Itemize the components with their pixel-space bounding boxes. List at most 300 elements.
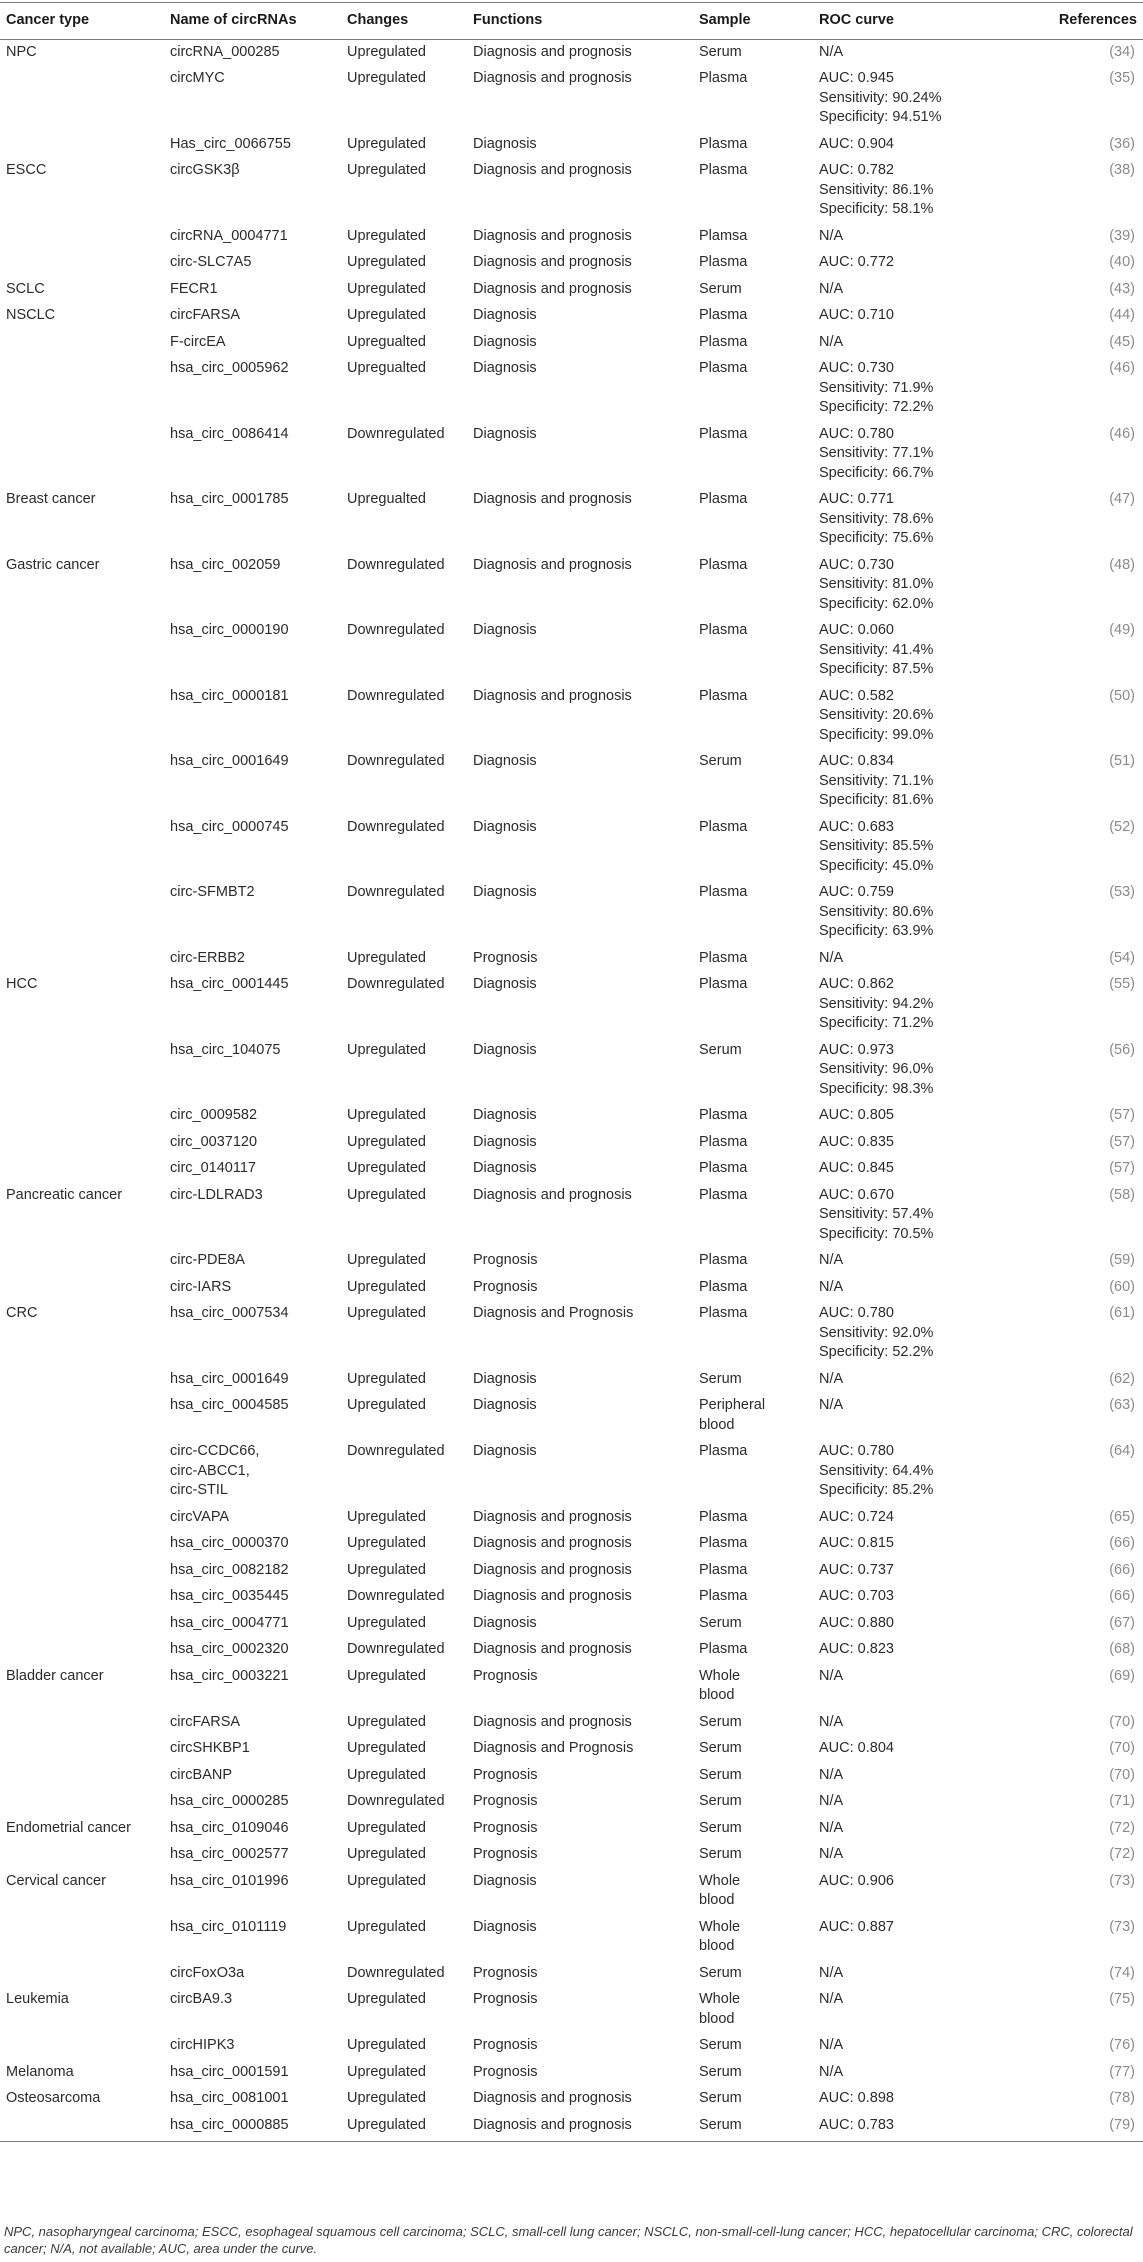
cell-roc-curve — [813, 2060, 1013, 2087]
cell-circrna-name — [164, 66, 341, 132]
cell-sample — [693, 224, 813, 251]
cell-changes: Upregulated — [347, 307, 426, 323]
cell-sample-line: Whole — [699, 1991, 741, 2007]
cell-functions: Diagnosis and prognosis — [473, 1561, 632, 1578]
cell-circrna-name — [164, 422, 341, 488]
cell-sample — [693, 749, 813, 815]
cell-roc-curve-line: N/A — [819, 280, 844, 297]
cell-circrna-name — [164, 618, 341, 684]
table-row — [0, 2060, 1143, 2087]
cell-sample-line: Plamsa — [699, 227, 748, 244]
cell-sample — [693, 1248, 813, 1275]
cell-roc-curve-line: Sensitivity: 57.4% — [819, 1206, 934, 1222]
cell-reference: (57) — [1109, 1160, 1135, 1176]
table-row — [0, 1611, 1143, 1638]
cell-circrna-name — [164, 224, 341, 251]
cell-roc-curve-line: Sensitivity: 78.6% — [819, 510, 934, 527]
cell-roc-curve — [813, 1816, 1013, 1843]
cell-cancer-type — [0, 132, 164, 159]
cell-sample — [693, 2086, 813, 2113]
cell-functions: Diagnosis and prognosis — [473, 687, 632, 704]
cell-circrna-name — [164, 303, 341, 330]
cell-cancer-type: Osteosarcoma — [6, 2090, 101, 2106]
cell-functions: Prognosis — [473, 1846, 538, 1862]
cell-changes: Upregulated — [347, 1918, 426, 1935]
cell-sample — [693, 1275, 813, 1302]
cell-roc-curve-line: Sensitivity: 94.2% — [819, 995, 934, 1012]
cell-sample-line: Plasma — [699, 1535, 748, 1551]
table-row — [0, 1915, 1143, 1961]
cell-sample — [693, 553, 813, 619]
cell-sample-line: Plasma — [699, 1186, 748, 1203]
cell-circrna-name-line: circ-STIL — [170, 1482, 228, 1498]
header-sample: Sample — [693, 3, 813, 40]
cell-cancer-type — [0, 1103, 164, 1130]
cell-sample — [693, 2060, 813, 2087]
cell-circrna-name — [164, 132, 341, 159]
cell-cancer-type — [0, 1275, 164, 1302]
cell-cancer-type — [0, 422, 164, 488]
cell-circrna-name — [164, 1961, 341, 1988]
cell-reference: (79) — [1013, 2113, 1143, 2142]
cell-roc-curve-line: AUC: 0.730 — [819, 360, 894, 376]
cell-changes: Downregulated — [347, 884, 445, 900]
cell-functions: Diagnosis and prognosis — [473, 556, 632, 573]
cell-roc-curve-line: Sensitivity: 92.0% — [819, 1324, 934, 1341]
cell-changes: Downregulated — [347, 1588, 445, 1604]
cell-cancer-type: Melanoma — [6, 2063, 74, 2080]
cell-cancer-type — [0, 1842, 164, 1869]
cell-cancer-type: Pancreatic cancer — [6, 1186, 123, 1203]
cell-circrna-name — [164, 487, 341, 553]
cell-roc-curve-line: N/A — [819, 1397, 844, 1413]
cell-roc-curve — [813, 1637, 1013, 1664]
cell-circrna-name-line: circRNA_0004771 — [170, 227, 288, 244]
cell-cancer-type — [0, 1558, 164, 1585]
cell-cancer-type — [0, 815, 164, 881]
cell-changes: Upregulated — [347, 1186, 426, 1203]
cell-sample — [693, 487, 813, 553]
cell-sample — [693, 250, 813, 277]
cell-changes: Upregulated — [347, 280, 426, 297]
cell-functions: Diagnosis — [473, 1107, 537, 1123]
table-row — [0, 303, 1143, 330]
cell-sample-line: Serum — [699, 43, 742, 60]
cell-roc-curve — [813, 2113, 1013, 2142]
table-row — [0, 815, 1143, 881]
cell-reference: (60) — [1109, 1278, 1135, 1295]
cell-changes: Downregulated — [347, 622, 445, 638]
header-roc-curve: ROC curve — [813, 3, 1013, 40]
cell-sample — [693, 1393, 813, 1439]
cell-roc-curve-line: N/A — [819, 1713, 844, 1730]
cell-cancer-type: Bladder cancer — [6, 1667, 104, 1684]
cell-sample-line: Serum — [699, 1819, 742, 1836]
cell-cancer-type: NPC — [6, 43, 37, 60]
cell-sample-line: Serum — [699, 1766, 742, 1783]
cell-reference: (70) — [1109, 1740, 1135, 1756]
cell-roc-curve — [813, 946, 1013, 973]
cell-functions: Diagnosis and Prognosis — [473, 1740, 634, 1756]
cell-changes: Upregulated — [347, 1561, 426, 1578]
cell-functions: Diagnosis and prognosis — [473, 1535, 632, 1551]
cell-sample — [693, 618, 813, 684]
cell-sample-line: Plasma — [699, 976, 748, 992]
cell-roc-curve-line: N/A — [819, 43, 844, 60]
table-row — [0, 422, 1143, 488]
cell-roc-curve — [813, 1558, 1013, 1585]
cell-functions: Diagnosis — [473, 1872, 537, 1889]
cell-roc-curve-line: AUC: 0.880 — [819, 1614, 894, 1631]
cell-roc-curve-line: AUC: 0.780 — [819, 1443, 894, 1459]
cell-reference: (67) — [1109, 1614, 1135, 1631]
cell-circrna-name-line: circSHKBP1 — [170, 1740, 250, 1756]
cell-circrna-name — [164, 1156, 341, 1183]
cell-changes: Upregulated — [347, 1614, 426, 1631]
table-row — [0, 1869, 1143, 1915]
cell-sample-line: Plasma — [699, 162, 748, 178]
cell-circrna-name — [164, 1130, 341, 1157]
cell-sample — [693, 1611, 813, 1638]
cell-roc-curve-line: N/A — [819, 1252, 844, 1268]
cell-roc-curve-line: AUC: 0.710 — [819, 307, 894, 323]
cell-circrna-name — [164, 684, 341, 750]
cell-roc-curve-line: N/A — [819, 1964, 844, 1981]
cell-circrna-name — [164, 2113, 341, 2142]
cell-circrna-name — [164, 1183, 341, 1249]
cell-sample-line: Plasma — [699, 1305, 748, 1321]
cell-changes: Upregulated — [347, 1160, 426, 1176]
cell-roc-curve — [813, 2086, 1013, 2113]
cell-circrna-name-line: circ-ABCC1, — [170, 1462, 250, 1479]
table-row — [0, 1558, 1143, 1585]
cell-changes: Downregulated — [347, 556, 445, 573]
cell-roc-curve — [813, 1869, 1013, 1915]
cell-sample — [693, 2113, 813, 2142]
cell-reference: (39) — [1109, 227, 1135, 244]
cell-reference: (71) — [1109, 1793, 1135, 1809]
cell-sample-line: blood — [699, 1687, 735, 1703]
cell-roc-curve-line: AUC: 0.759 — [819, 884, 894, 900]
cell-roc-curve-line: N/A — [819, 1766, 844, 1783]
cell-roc-curve-line: Specificity: 99.0% — [819, 726, 934, 743]
cell-roc-curve-line: AUC: 0.724 — [819, 1508, 894, 1525]
cell-roc-curve-line: N/A — [819, 2037, 844, 2053]
cell-roc-curve — [813, 1584, 1013, 1611]
cell-circrna-name — [164, 1637, 341, 1664]
cell-reference: (48) — [1109, 556, 1135, 573]
cell-sample-line: Plasma — [699, 491, 748, 507]
table-row — [0, 66, 1143, 132]
cell-sample — [693, 1103, 813, 1130]
cell-circrna-name — [164, 553, 341, 619]
cell-circrna-name — [164, 1842, 341, 1869]
cell-reference: (43) — [1109, 280, 1135, 297]
cell-sample-line: Whole — [699, 1918, 741, 1935]
cell-roc-curve-line: Sensitivity: 20.6% — [819, 707, 934, 723]
table-row — [0, 1987, 1143, 2033]
cell-sample-line: Serum — [699, 1713, 742, 1730]
cell-roc-curve-line: Sensitivity: 64.4% — [819, 1462, 934, 1479]
cell-changes: Upregulated — [347, 1535, 426, 1551]
cell-functions: Diagnosis and prognosis — [467, 2113, 693, 2142]
cell-circrna-name-line: circFARSA — [170, 307, 241, 323]
table-row — [0, 2033, 1143, 2060]
cell-sample-line: Whole — [699, 1872, 741, 1889]
cell-circrna-name — [164, 1301, 341, 1367]
cell-sample-line: Serum — [699, 1041, 742, 1058]
cell-cancer-type: Cervical cancer — [6, 1872, 106, 1889]
cell-circrna-name — [164, 972, 341, 1038]
cell-roc-curve-line: AUC: 0.772 — [819, 254, 894, 270]
cell-cancer-type: CRC — [6, 1305, 38, 1321]
cell-circrna-name-line: F-circEA — [170, 333, 226, 350]
cell-cancer-type — [0, 1531, 164, 1558]
table-row — [0, 330, 1143, 357]
cell-circrna-name — [164, 1103, 341, 1130]
cell-cancer-type: ESCC — [6, 162, 47, 178]
cell-circrna-name-line: hsa_circ_0004771 — [170, 1614, 289, 1631]
cell-roc-curve-line: Sensitivity: 86.1% — [819, 181, 934, 198]
table-row — [0, 1439, 1143, 1505]
cell-sample-line: Plasma — [699, 1508, 748, 1525]
cell-roc-curve — [813, 1183, 1013, 1249]
cell-roc-curve-line: Sensitivity: 77.1% — [819, 445, 934, 461]
cell-roc-curve-line: N/A — [819, 1370, 844, 1387]
cell-functions: Diagnosis and prognosis — [473, 227, 632, 244]
cell-roc-curve-line: Specificity: 72.2% — [819, 399, 934, 415]
cell-roc-curve-line: AUC: 0.783 — [819, 2116, 894, 2133]
cell-circrna-name — [164, 880, 341, 946]
cell-circrna-name-line: circ_0140117 — [170, 1160, 256, 1176]
cell-circrna-name-line: circ-CCDC66, — [170, 1443, 260, 1459]
cell-functions: Diagnosis — [473, 1160, 537, 1176]
cell-changes: Upregulated — [347, 1278, 426, 1295]
cell-roc-curve — [813, 330, 1013, 357]
cell-reference: (45) — [1109, 333, 1135, 350]
table-row — [0, 1367, 1143, 1394]
cell-circrna-name — [164, 1439, 341, 1505]
cell-circrna-name — [164, 1869, 341, 1915]
table-row — [0, 1789, 1143, 1816]
cell-roc-curve-line: Sensitivity: 41.4% — [819, 641, 934, 658]
cell-cancer-type — [0, 224, 164, 251]
cell-sample — [693, 972, 813, 1038]
cell-changes: Upregulated — [347, 162, 426, 178]
cell-sample — [693, 684, 813, 750]
cell-circrna-name — [164, 39, 341, 66]
cell-sample — [693, 1038, 813, 1104]
cell-changes: Upregulated — [347, 1667, 426, 1684]
cell-changes: Downregulated — [347, 753, 445, 769]
cell-roc-curve-line: Specificity: 98.3% — [819, 1080, 934, 1097]
cell-roc-curve-line: AUC: 0.683 — [819, 818, 894, 835]
cell-roc-curve-line: Specificity: 66.7% — [819, 464, 934, 481]
cell-functions: Diagnosis — [473, 1041, 537, 1058]
cell-roc-curve-line: AUC: 0.834 — [819, 753, 894, 769]
cell-circrna-name-line: hsa_circ_0000285 — [170, 1793, 289, 1809]
cell-roc-curve-line: Specificity: 63.9% — [819, 923, 934, 939]
cell-reference: (50) — [1109, 687, 1135, 704]
cell-roc-curve — [813, 1961, 1013, 1988]
cell-functions: Diagnosis and prognosis — [473, 491, 632, 507]
cell-functions: Diagnosis and prognosis — [473, 1588, 632, 1604]
cell-sample-line: Plasma — [699, 818, 748, 835]
table-row — [0, 1248, 1143, 1275]
cell-sample — [693, 277, 813, 304]
table-row — [0, 1816, 1143, 1843]
table-row — [0, 946, 1143, 973]
cell-roc-curve-line: AUC: 0.780 — [819, 1305, 894, 1321]
cell-circrna-name — [164, 2033, 341, 2060]
cell-changes: Downregulated — [347, 1641, 445, 1657]
cell-sample — [693, 1558, 813, 1585]
table-row — [0, 1156, 1143, 1183]
cell-roc-curve-line: N/A — [819, 1819, 844, 1836]
cell-sample — [693, 815, 813, 881]
cell-roc-curve — [813, 684, 1013, 750]
cell-changes: Upregulated — [347, 1508, 426, 1525]
header-functions: Functions — [467, 3, 693, 40]
cell-changes: Upregulated — [347, 1305, 426, 1321]
table-row — [0, 277, 1143, 304]
cell-cancer-type — [0, 2033, 164, 2060]
cell-roc-curve — [813, 1915, 1013, 1961]
cell-roc-curve — [813, 1275, 1013, 1302]
cell-sample-line: Serum — [699, 1793, 742, 1809]
table-row — [0, 250, 1143, 277]
cell-circrna-name-line: hsa_circ_0000181 — [170, 687, 289, 704]
cell-functions: Diagnosis and prognosis — [473, 70, 632, 86]
cell-roc-curve-line: Sensitivity: 80.6% — [819, 903, 934, 920]
cell-changes: Downregulated — [347, 1793, 445, 1809]
cell-changes: Upregulated — [347, 227, 426, 244]
cell-sample-line: Plasma — [699, 622, 748, 638]
cell-circrna-name-line: hsa_circ_0101996 — [170, 1872, 289, 1889]
cell-functions: Diagnosis and prognosis — [473, 280, 632, 297]
cell-roc-curve-line: Sensitivity: 90.24% — [819, 89, 942, 106]
cell-changes: Upregulated — [347, 135, 426, 152]
cell-circrna-name — [164, 1558, 341, 1585]
cell-changes: Upregulated — [347, 1370, 426, 1387]
table-row — [0, 1130, 1143, 1157]
cell-circrna-name-line: hsa_circ_0000370 — [170, 1535, 289, 1551]
cell-roc-curve — [813, 277, 1013, 304]
cell-circrna-name-line: hsa_circ_002059 — [170, 556, 281, 573]
cell-roc-curve — [813, 1611, 1013, 1638]
cell-sample-line: blood — [699, 1938, 735, 1954]
table-row — [0, 1584, 1143, 1611]
cell-roc-curve — [813, 1710, 1013, 1737]
table-row — [0, 1961, 1143, 1988]
cell-circrna-name-line: circ-LDLRAD3 — [170, 1186, 263, 1203]
table-row — [0, 553, 1143, 619]
cell-functions: Diagnosis and prognosis — [473, 254, 632, 270]
cell-changes: Upregulated — [347, 1872, 426, 1889]
cell-functions: Diagnosis and prognosis — [473, 1713, 632, 1730]
cell-functions: Diagnosis and prognosis — [473, 43, 632, 60]
cell-circrna-name — [164, 1736, 341, 1763]
cell-circrna-name-line: circ_0037120 — [170, 1133, 258, 1150]
cell-circrna-name-line: circFoxO3a — [170, 1964, 245, 1981]
cell-circrna-name-line: hsa_circ_0002577 — [170, 1846, 289, 1862]
cell-sample — [693, 303, 813, 330]
table-row — [0, 1505, 1143, 1532]
cell-circrna-name-line: hsa_circ_0001591 — [170, 2063, 289, 2080]
cell-reference: (46) — [1109, 360, 1135, 376]
cell-cancer-type — [0, 1156, 164, 1183]
cell-cancer-type: Endometrial cancer — [6, 1819, 131, 1836]
table-row — [0, 618, 1143, 684]
cell-circrna-name — [164, 815, 341, 881]
cell-changes: Upregulated — [347, 1252, 426, 1268]
cell-sample — [693, 1130, 813, 1157]
cell-functions: Diagnosis — [473, 884, 537, 900]
cell-sample-line: Plasma — [699, 949, 748, 966]
cell-roc-curve — [813, 2033, 1013, 2060]
cell-circrna-name — [164, 946, 341, 973]
cell-sample-line: Serum — [699, 2090, 742, 2106]
cell-roc-curve — [813, 487, 1013, 553]
cell-roc-curve-line: AUC: 0.804 — [819, 1740, 894, 1756]
table-row — [0, 132, 1143, 159]
cell-reference: (64) — [1109, 1443, 1135, 1459]
cell-roc-curve-line: Sensitivity: 71.1% — [819, 772, 934, 789]
cell-roc-curve — [813, 618, 1013, 684]
cell-roc-curve-line: N/A — [819, 1991, 844, 2007]
cell-sample-line: Plasma — [699, 135, 748, 152]
cell-circrna-name — [164, 2060, 341, 2087]
cell-sample-line: Serum — [699, 2063, 742, 2080]
cell-circrna-name-line: circ-PDE8A — [170, 1252, 245, 1268]
cell-functions: Diagnosis — [473, 135, 537, 152]
cell-cancer-type: Gastric cancer — [6, 556, 100, 573]
cell-sample — [693, 330, 813, 357]
cell-roc-curve — [813, 1664, 1013, 1710]
table-footnote: NPC, nasopharyngeal carcinoma; ESCC, esophageal squamous cell carcinoma; SCLC, small-cell lung cancer; NSCLC, non-small-cell-lung cancer; HCC, hepatocellular carcinoma; CRC, colorectal cancer; N/A, not available; AUC, area under the curve. — [4, 2224, 1133, 2256]
table-row — [0, 1664, 1143, 1710]
cell-reference: (57) — [1109, 1107, 1135, 1123]
cell-changes: Upregulated — [347, 70, 426, 86]
cell-roc-curve — [813, 1505, 1013, 1532]
cell-changes: Upregulated — [347, 1107, 426, 1123]
cell-roc-curve — [813, 1393, 1013, 1439]
cell-sample-line: Plasma — [699, 1107, 748, 1123]
cell-circrna-name-line: circHIPK3 — [170, 2037, 235, 2053]
cell-sample — [693, 1915, 813, 1961]
cell-roc-curve-line: Specificity: 52.2% — [819, 1344, 934, 1360]
cell-sample-line: Plasma — [699, 687, 748, 704]
cell-circrna-name — [164, 277, 341, 304]
cell-roc-curve — [813, 1531, 1013, 1558]
table-row — [0, 1736, 1143, 1763]
cell-circrna-name — [164, 1915, 341, 1961]
cell-functions: Diagnosis and prognosis — [473, 162, 632, 178]
table-row — [0, 2113, 1143, 2142]
cell-circrna-name-line: hsa_circ_0007534 — [170, 1305, 289, 1321]
cell-circrna-name — [164, 1393, 341, 1439]
cell-roc-curve-line: AUC: 0.904 — [819, 135, 894, 152]
cell-changes: Upregulated — [347, 43, 426, 60]
cell-cancer-type — [0, 880, 164, 946]
cell-reference: (63) — [1109, 1397, 1135, 1413]
cell-changes: Upregulated — [347, 1846, 426, 1862]
cell-circrna-name — [164, 250, 341, 277]
cell-functions: Diagnosis and prognosis — [473, 1186, 632, 1203]
cell-roc-curve-line: Specificity: 75.6% — [819, 530, 934, 546]
cell-sample-line: Plasma — [699, 1641, 748, 1657]
cell-functions: Diagnosis and prognosis — [473, 1641, 632, 1657]
